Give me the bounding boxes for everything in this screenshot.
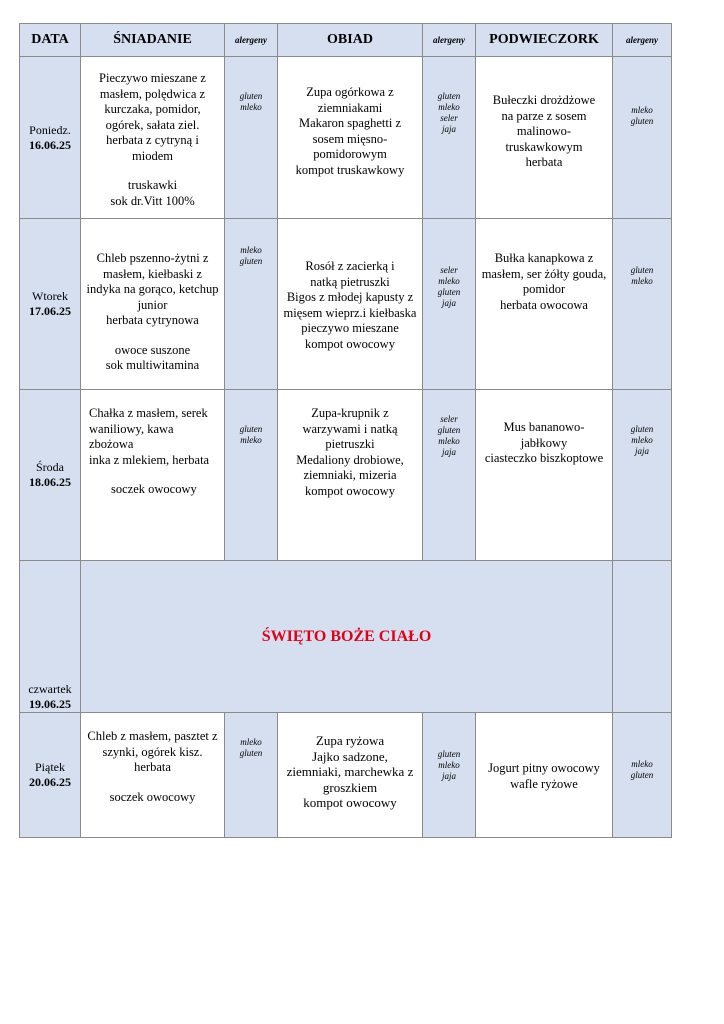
allergen: gluten	[630, 770, 654, 780]
menu-line: Chleb pszenno-żytni z	[96, 251, 209, 265]
menu-line: Zupa-krupnik z	[311, 406, 389, 420]
breakfast-cell	[81, 713, 225, 838]
menu-line	[84, 164, 221, 178]
menu-line: Bułka kanapkowa z	[494, 251, 594, 265]
menu-line: malinowo-	[516, 124, 572, 138]
allergen: mleko	[631, 105, 653, 115]
header-lunch: OBIAD	[278, 24, 423, 57]
day-name: Wtorek	[32, 289, 68, 303]
header-snack: PODWIECZORK	[476, 24, 613, 57]
breakfast-cell	[81, 219, 225, 390]
day-row	[20, 713, 672, 838]
menu-line: kurczaka, pomidor,	[104, 102, 201, 116]
allergens-cell	[225, 713, 278, 838]
menu-line: Medaliony drobiowe,	[296, 452, 404, 467]
snack-cell	[476, 713, 613, 838]
header-allergens: alergeny	[225, 24, 278, 57]
day-name: Poniedz.	[29, 122, 71, 137]
menu-line: soczek owocowy	[109, 789, 196, 804]
menu-line: mięsem wieprz.i kiełbaska	[283, 305, 417, 320]
lunch-cell	[278, 57, 423, 219]
allergens-cell	[225, 390, 278, 561]
day-row	[20, 219, 672, 390]
allergen: jaja	[441, 298, 456, 308]
allergen: gluten	[437, 749, 461, 759]
menu-line: pietruszki	[325, 437, 375, 451]
allergen: gluten	[437, 425, 461, 435]
snack-cell	[476, 219, 613, 390]
allergens-cell	[423, 219, 476, 390]
breakfast-cell	[81, 57, 225, 219]
menu-line: herbata	[134, 760, 171, 774]
allergen: mleko	[438, 436, 460, 446]
menu-line: truskawkowym	[505, 139, 583, 154]
menu-line: truskawki	[127, 178, 178, 192]
day-cell	[20, 390, 81, 561]
day-cell	[20, 219, 81, 390]
menu-line: pieczywo mieszane	[301, 321, 399, 335]
header-date: DATA	[20, 24, 81, 57]
allergen: gluten	[630, 116, 654, 126]
day-cell	[20, 713, 81, 838]
menu-line: ziemniaki, mizeria	[303, 468, 397, 482]
allergen: mleko	[438, 760, 460, 770]
day-cell	[20, 561, 81, 713]
day-name: Piątek	[35, 760, 65, 774]
day-row	[20, 390, 672, 561]
menu-line: masłem, polędwica z	[99, 86, 206, 101]
allergen: gluten	[437, 91, 461, 101]
holiday-cell: ŚWIĘTO BOŻE CIAŁO	[81, 561, 613, 713]
snack-cell	[476, 57, 613, 219]
header-breakfast: ŚNIADANIE	[81, 24, 225, 57]
allergens-cell	[613, 390, 672, 561]
menu-line: indyka na gorąco, ketchup	[86, 282, 219, 296]
menu-line: kompot owocowy	[305, 336, 395, 351]
allergens-cell	[225, 57, 278, 219]
header-allergens: alergeny	[613, 24, 672, 57]
menu-line: natką pietruszki	[310, 274, 390, 289]
allergen: mleko	[240, 435, 262, 445]
allergen: mleko	[631, 435, 653, 445]
allergen: gluten	[239, 91, 263, 101]
menu-line: ciasteczko biszkoptowe	[484, 451, 604, 465]
day-name: Środa	[36, 460, 64, 474]
menu-line: szynki, ogórek kisz.	[102, 744, 203, 759]
allergen: seler	[440, 113, 458, 123]
menu-line: Makaron spaghetti z	[298, 116, 402, 130]
allergen: jaja	[441, 447, 456, 457]
menu-line	[89, 468, 221, 482]
allergen: jaja	[634, 446, 649, 456]
menu-line: herbata cytrynowa	[106, 313, 199, 327]
breakfast-cell	[81, 390, 225, 561]
menu-line: waniliowy, kawa zbożowa	[89, 421, 174, 451]
allergen: mleko	[438, 102, 460, 112]
menu-line: kompot owocowy	[305, 483, 395, 498]
menu-line: pomidorowym	[313, 147, 387, 161]
allergens-cell	[613, 219, 672, 390]
day-date: 20.06.25	[29, 775, 71, 789]
menu-line	[84, 776, 221, 790]
allergen: mleko	[438, 276, 460, 286]
menu-line: Mus bananowo-	[503, 420, 585, 434]
allergens-cell	[423, 57, 476, 219]
allergen: mleko	[240, 245, 262, 255]
day-date: 17.06.25	[29, 304, 71, 318]
menu-line: soczek owocowy	[111, 482, 197, 496]
allergens-cell	[613, 561, 672, 713]
menu-line: wafle ryżowe	[510, 776, 578, 791]
lunch-cell	[278, 713, 423, 838]
menu-line: jabłkowy	[520, 435, 568, 450]
header-row	[20, 24, 672, 57]
menu-line: kompot owocowy	[303, 795, 397, 810]
menu-table	[19, 23, 672, 838]
menu-line: Zupa ryżowa	[315, 733, 385, 748]
allergen: jaja	[441, 771, 456, 781]
allergen: gluten	[239, 256, 263, 266]
menu-line: junior	[137, 297, 168, 312]
day-row	[20, 561, 672, 713]
menu-line: Bułeczki drożdżowe	[492, 93, 596, 107]
menu-line: inka z mlekiem, herbata	[89, 452, 210, 467]
allergen: gluten	[630, 424, 654, 434]
day-cell	[20, 57, 81, 219]
menu-line: Bigos z młodej kapusty z	[286, 290, 414, 304]
allergen: mleko	[631, 759, 653, 769]
allergens-cell	[225, 219, 278, 390]
allergen: jaja	[441, 124, 456, 134]
allergens-cell	[613, 57, 672, 219]
allergen: seler	[440, 414, 458, 424]
menu-line: miodem	[132, 148, 173, 163]
menu-line: Jajko sadzone,	[312, 748, 388, 764]
allergen: seler	[440, 265, 458, 275]
menu-line: Zupa ogórkowa z	[306, 85, 394, 99]
menu-line: owoce suszone	[114, 342, 191, 357]
menu-line: warzywami i natką	[302, 421, 398, 436]
menu-line: ziemniaki, marchewka z	[286, 764, 414, 779]
menu-line: herbata owocowa	[500, 297, 588, 312]
allergen: mleko	[631, 276, 653, 286]
menu-line: na parze z sosem	[501, 108, 587, 123]
menu-line: sok dr.Vitt 100%	[110, 193, 195, 208]
allergen: gluten	[239, 748, 263, 758]
lunch-cell	[278, 390, 423, 561]
allergens-cell	[423, 713, 476, 838]
allergens-cell	[423, 390, 476, 561]
lunch-cell	[278, 219, 423, 390]
menu-line: herbata z cytryną i	[106, 133, 199, 147]
allergen: gluten	[239, 424, 263, 434]
day-date: 16.06.25	[29, 137, 71, 152]
allergen: mleko	[240, 102, 262, 112]
menu-line: Chałka z masłem, serek	[89, 406, 208, 420]
menu-line: ziemniakami	[317, 100, 383, 115]
day-date: 18.06.25	[29, 475, 71, 489]
menu-line: masłem, ser żółty gouda,	[481, 266, 607, 281]
menu-line: Chleb z masłem, pasztet z	[87, 729, 218, 743]
menu-line: Jogurt pitny owocowy	[488, 761, 600, 775]
menu-line: sosem mięsno-	[312, 131, 388, 146]
day-date: 19.06.25	[29, 697, 71, 711]
menu-line: masłem, kiełbaski z	[103, 266, 202, 281]
menu-line: Pieczywo mieszane z	[99, 71, 206, 85]
allergen: gluten	[437, 287, 461, 297]
allergens-cell	[613, 713, 672, 838]
menu-line: kompot truskawkowy	[295, 162, 405, 177]
menu-line: pomidor	[522, 282, 566, 296]
allergen: mleko	[240, 737, 262, 747]
menu-line: herbata	[525, 155, 563, 169]
menu-line: groszkiem	[322, 779, 378, 795]
menu-line	[84, 329, 221, 343]
day-row	[20, 57, 672, 219]
menu-line: sok multiwitamina	[105, 358, 200, 372]
header-allergens: alergeny	[423, 24, 476, 57]
snack-cell	[476, 390, 613, 561]
day-name: czwartek	[28, 682, 72, 696]
allergen: gluten	[630, 265, 654, 275]
menu-line: Rosół z zacierką i	[305, 259, 395, 273]
menu-line: ogórek, sałata ziel.	[105, 117, 200, 132]
